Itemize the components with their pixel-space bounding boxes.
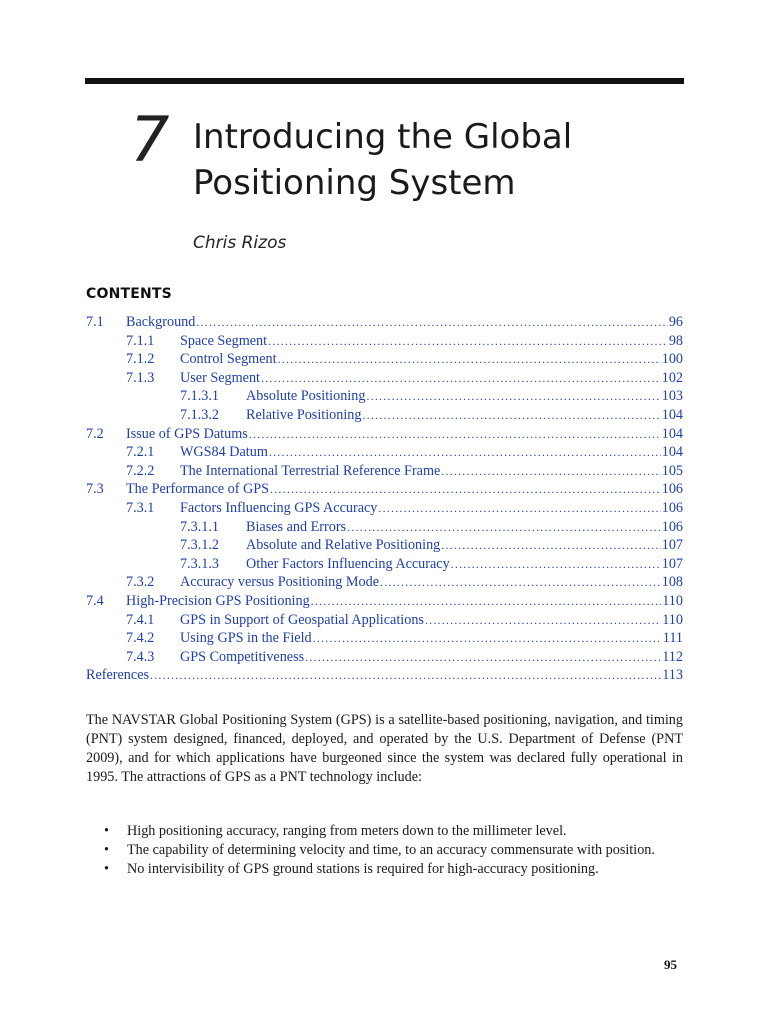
toc-dot-leader <box>441 462 660 481</box>
toc-dot-leader <box>425 611 661 630</box>
toc-entry-number: 7.3.1 <box>126 499 155 516</box>
toc-entry-number: 7.4.2 <box>126 630 155 647</box>
toc-entry-number: 7.1.3 <box>126 369 155 386</box>
toc-entry-page[interactable]: 102 <box>661 369 683 386</box>
toc-entry-page[interactable]: 104 <box>661 425 683 442</box>
toc-dot-leader <box>269 443 661 462</box>
toc-entry-title[interactable]: Using GPS in the Field <box>180 630 312 647</box>
toc-dot-leader <box>261 369 661 388</box>
toc-entry-number: 7.4.1 <box>126 611 155 628</box>
toc-entry-number: 7.3.1.2 <box>180 537 220 554</box>
toc-entry-title[interactable]: Control Segment <box>180 351 277 368</box>
toc-entry[interactable] <box>86 332 683 351</box>
toc-entry-title[interactable]: Background <box>126 314 196 330</box>
toc-dot-leader <box>150 666 661 685</box>
toc-entry[interactable] <box>86 443 683 462</box>
toc-entry-title[interactable]: Other Factors Influencing Accuracy <box>246 555 450 572</box>
toc-entry-number: 7.3.1.3 <box>180 555 220 572</box>
toc-entry-title[interactable]: The International Terrestrial Reference Frame <box>180 462 441 479</box>
toc-entry-title[interactable]: Absolute Positioning <box>246 388 366 405</box>
toc-entry[interactable] <box>86 648 683 667</box>
toc-entry-page[interactable]: 110 <box>662 611 683 628</box>
attractions-list <box>104 822 664 879</box>
bullet-icon: • <box>104 861 109 877</box>
toc-dot-leader <box>313 629 662 648</box>
toc-dot-leader <box>451 555 661 574</box>
toc-entry-title[interactable]: Factors Influencing GPS Accuracy <box>180 499 378 516</box>
toc-entry[interactable] <box>86 573 683 592</box>
list-item <box>104 860 664 878</box>
toc-dot-leader <box>249 425 661 444</box>
toc-entry-title[interactable]: User Segment <box>180 369 260 386</box>
toc-entry[interactable] <box>86 425 683 444</box>
list-item <box>104 822 664 840</box>
toc-entry-title[interactable]: Issue of GPS Datums <box>126 425 248 442</box>
toc-entry-page[interactable]: 107 <box>661 537 683 554</box>
toc-entry-number: 7.2 <box>86 425 104 442</box>
chapter-number: 7 <box>130 103 170 176</box>
toc-entry-page[interactable]: 111 <box>662 630 683 647</box>
toc-entry[interactable] <box>86 369 683 388</box>
toc-entry[interactable] <box>86 499 683 518</box>
toc-entry-page[interactable]: 96 <box>668 314 683 330</box>
toc-entry-page[interactable]: 106 <box>661 499 683 516</box>
contents-heading: CONTENTS <box>86 286 172 302</box>
list-item-text: High positioning accuracy, ranging from meters down to the millimeter level. <box>127 823 567 839</box>
toc-entry[interactable] <box>86 611 683 630</box>
toc-entry[interactable] <box>86 555 683 574</box>
toc-entry-page[interactable]: 110 <box>662 592 683 609</box>
toc-dot-leader <box>378 499 660 518</box>
toc-entry-page[interactable]: 104 <box>661 444 683 461</box>
toc-entry-page[interactable]: 108 <box>661 574 683 591</box>
toc-entry-page[interactable]: 113 <box>662 667 683 684</box>
chapter-top-rule <box>85 78 684 84</box>
toc-entry-title[interactable]: Absolute and Relative Positioning <box>246 537 441 554</box>
toc-entry-page[interactable]: 100 <box>661 351 683 368</box>
toc-entry-page[interactable]: 98 <box>668 332 683 349</box>
toc-dot-leader <box>278 350 661 369</box>
toc-entry[interactable] <box>86 629 683 648</box>
toc-dot-leader <box>305 648 661 667</box>
toc-entry[interactable] <box>86 313 683 332</box>
toc-entry-number: 7.2.1 <box>126 444 155 461</box>
toc-entry-title[interactable]: Space Segment <box>180 332 268 349</box>
toc-entry-title[interactable]: Accuracy versus Positioning Mode <box>180 574 379 591</box>
toc-entry-title[interactable]: Relative Positioning <box>246 406 362 423</box>
toc-dot-leader <box>441 536 660 555</box>
toc-entry-page[interactable]: 106 <box>661 518 683 535</box>
list-item-text: The capability of determining velocity and time, to an accuracy commensurate with position. <box>127 842 655 858</box>
toc-entry-title[interactable]: References <box>86 667 150 684</box>
toc-entry-number: 7.2.2 <box>126 462 155 479</box>
toc-entry-page[interactable]: 104 <box>661 406 683 423</box>
toc-entry[interactable] <box>86 480 683 499</box>
list-item-text: No intervisibility of GPS ground stations is required for high-accuracy positioning. <box>127 861 599 877</box>
chapter-author: Chris Rizos <box>193 233 287 253</box>
toc-dot-leader <box>380 573 661 592</box>
toc-entry[interactable] <box>86 350 683 369</box>
toc-dot-leader <box>270 480 661 499</box>
toc-entry-number: 7.1.3.1 <box>180 388 220 405</box>
toc-entry-title[interactable]: WGS84 Datum <box>180 444 268 461</box>
toc-dot-leader <box>362 406 660 425</box>
toc-dot-leader <box>311 592 662 611</box>
intro-paragraph: The NAVSTAR Global Positioning System (GPS) is a satellite-based positioning, navigation, and timing (PNT) system designed, financed, deployed, and operated by the U.S. Department of Defense (PNT 2009), and for which applications have burgeoned since the system was declared fully operational in 1995. The attractions of GPS as a PNT technology include: <box>86 712 683 785</box>
page-number: 95 <box>664 957 677 972</box>
toc-entry[interactable] <box>86 592 683 611</box>
toc-entry-number: 7.1.1 <box>126 332 155 349</box>
toc-entry[interactable] <box>86 387 683 406</box>
toc-dot-leader <box>196 313 667 332</box>
toc-entry-title[interactable]: The Performance of GPS <box>126 481 270 498</box>
toc-entry-page[interactable]: 107 <box>661 555 683 572</box>
bullet-icon: • <box>104 842 109 858</box>
toc-entry-number: 7.1.2 <box>126 351 155 368</box>
toc-entry-title[interactable]: GPS Competitiveness <box>180 648 305 665</box>
toc-entry[interactable] <box>86 666 683 685</box>
toc-entry-number: 7.4.3 <box>126 648 155 665</box>
toc-entry[interactable] <box>86 536 683 555</box>
chapter-title: Introducing the Global Positioning System <box>193 117 573 203</box>
toc-entry[interactable] <box>86 518 683 537</box>
toc-entry-title[interactable]: High-Precision GPS Positioning <box>126 592 310 609</box>
toc-entry-number: 7.3.1.1 <box>180 518 220 535</box>
toc-entry-title[interactable]: Biases and Errors <box>246 518 347 535</box>
toc-entry[interactable] <box>86 462 683 481</box>
table-of-contents <box>86 313 683 685</box>
toc-entry-number: 7.4 <box>86 592 104 609</box>
toc-entry-page[interactable]: 106 <box>661 481 683 498</box>
toc-dot-leader <box>268 332 668 351</box>
toc-entry-number: 7.3 <box>86 481 104 498</box>
toc-entry-page[interactable]: 105 <box>661 462 683 479</box>
toc-dot-leader <box>347 518 661 537</box>
toc-entry-title[interactable]: GPS in Support of Geospatial Applications <box>180 611 424 628</box>
toc-entry-number: 7.1 <box>86 314 104 330</box>
toc-entry-number: 7.3.2 <box>126 574 155 591</box>
toc-entry-page[interactable]: 103 <box>661 388 683 405</box>
toc-entry-page[interactable]: 112 <box>662 648 683 665</box>
toc-entry[interactable] <box>86 406 683 425</box>
bullet-icon: • <box>104 823 109 839</box>
list-item <box>104 841 664 859</box>
toc-entry-number: 7.1.3.2 <box>180 406 220 423</box>
toc-dot-leader <box>366 387 660 406</box>
